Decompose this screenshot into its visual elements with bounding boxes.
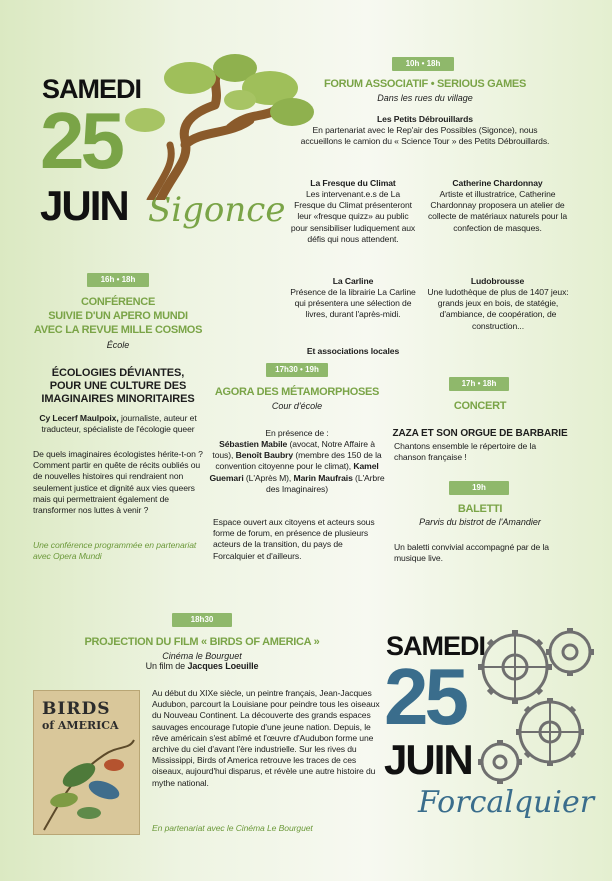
conference-speaker-desc: journaliste, auteur et traducteur, spécialiste de l'écologie queer [41, 413, 197, 435]
conference-partner: Une conférence programmée en partenariat avec Opera Mundi [33, 540, 197, 562]
catherine-title: Catherine Chardonnay [452, 178, 543, 188]
fresque-title: La Fresque du Climat [310, 178, 396, 188]
conference-title2: SUIVIE D'UN APERO MUNDI [48, 310, 188, 322]
agora-p4-desc: (L'Arbre des Imaginaires) [266, 472, 385, 494]
date-top-day: SAMEDI [42, 74, 142, 104]
agora-participants [208, 439, 386, 495]
agora-subtitle: Cour d'école [271, 401, 323, 411]
film-poster-title2: of AMERICA [42, 719, 119, 732]
conference-title3: AVEC LA REVUE MILLE COSMOS [33, 324, 203, 336]
carline-title: La Carline [332, 276, 374, 286]
agora-intro: En présence de : [265, 428, 329, 438]
baletti-time-pill: 19h [449, 481, 509, 495]
forum-assoc: Et associations locales [306, 346, 400, 356]
conference-title1: CONFÉRENCE [80, 296, 155, 308]
conference-heading2: POUR UNE CULTURE DES [49, 380, 187, 392]
film-title: PROJECTION DU FILM « BIRDS OF AMERICA » [84, 636, 320, 648]
gears-illustration [455, 612, 605, 802]
film-director: Jacques Loeuille [187, 661, 259, 671]
forum-petits-text: En partenariat avec le Rep'air des Possibles (Sigonce), nous accueillons le camion du « Science Tour » des Petits Débrouillards. [300, 125, 550, 147]
conference-text: De quels imaginaires écologistes hérite-t-on ? Comment partir en quête de récits oubliés ou de nouvelles histoires qui rendraient non seulement justice et dignité aux vies queers mais qui permettraient également de transformer nos luttes à venir ? [33, 449, 203, 516]
conference-heading3: IMAGINAIRES MINORITAIRES [41, 393, 195, 405]
film-text: Au début du XIXe siècle, un peintre français, Jean-Jacques Audubon, parcourt la Louisiane pour peindre tous les oiseaux du Nouveau Continent. La découverte des grands espaces sauvages encourage l'utopie d'une jeune nation. Depuis, le rêve américain s'est abîmé et l'œuvre d'Audubon forme une archive du ciel d'avant l'ère industrielle. Sur les rives du Mississippi, Birds of America retrouve les traces de ces oiseaux, aujourd'hui disparus, et révèle une autre histoire du mythe national. [152, 688, 380, 788]
film-time-pill: 18h30 [172, 613, 232, 627]
conference-subtitle: École [106, 340, 130, 350]
forum-subtitle: Dans les rues du village [377, 93, 473, 103]
ludo-text: Une ludothèque de plus de 1407 jeux: grands jeux en bois, de statégie, d'ambiance, de coopération, de construction... [427, 287, 569, 331]
conference-heading1: ÉCOLOGIES DÉVIANTES, [51, 367, 185, 379]
fresque-text: Les intervenant.e.s de La Fresque du Climat présenteront leur «fresque quizz» au public pour sensibiliser ludiquement aux défis qui nous attendent. [290, 189, 416, 244]
concert-heading: ZAZA ET SON ORGUE DE BARBARIE [392, 428, 568, 439]
film-by-line [102, 661, 302, 672]
date-top-num: 25 [40, 96, 121, 185]
forum-title: FORUM ASSOCIATIF • SERIOUS GAMES [323, 78, 527, 90]
conference-time-pill: 16h • 18h [87, 273, 149, 287]
agora-p3-desc: (L'Après M), [243, 472, 294, 483]
catherine-text: Artiste et illustratrice, Catherine Chardonnay proposera un atelier de collecte de matériaux naturels pour la confection de masques. [427, 189, 568, 233]
film-poster [33, 690, 140, 835]
agora-title: AGORA DES MÉTAMORPHOSES [214, 386, 380, 398]
conference-speaker-block [30, 413, 206, 435]
date-bottom-num: 25 [384, 652, 465, 741]
forum-time-pill: 10h • 18h [392, 57, 454, 71]
film-poster-title1: BIRDS [42, 699, 111, 719]
conference-speaker: Cy Lecerf Maulpoix, [39, 413, 119, 423]
agora-time-pill: 17h30 • 19h [266, 363, 328, 377]
concert-time-pill: 17h • 18h [449, 377, 509, 391]
date-top-month: JUIN [40, 182, 128, 229]
agora-p1-desc: (avocat, Notre Affaire à tous), [212, 439, 375, 461]
baletti-title: BALETTI [457, 503, 503, 515]
agora-p2-desc: (membre des 150 de la convention citoyenne pour le climat), [215, 450, 382, 472]
agora-p3-name: Kamel Guemari [209, 461, 379, 483]
concert-text: Chantons ensemble le répertoire de la chanson française ! [394, 441, 537, 463]
baletti-text: Un baletti convivial accompagné par de la musique live. [394, 542, 549, 564]
date-top-place: Sigonce [148, 190, 286, 230]
concert-title: CONCERT [453, 400, 507, 412]
carline-text: Présence de la librairie La Carline qui présentera une sélection de livres, durant l'après-midi. [290, 287, 416, 320]
ludo-title: Ludobrousse [470, 276, 525, 286]
date-bottom-place: Forcalquier [418, 785, 595, 820]
agora-p4-name: Marin Maufrais [293, 472, 353, 483]
film-partner: En partenariat avec le Cinéma Le Bourguet [152, 823, 313, 833]
forum-petits-title: Les Petits Débrouillards [377, 114, 473, 124]
agora-text: Espace ouvert aux citoyens et acteurs sous forme de forum, en présence de plusieurs acteurs de la transition, du pays de Forcalquier et d'ailleurs. [213, 517, 375, 561]
baletti-subtitle: Parvis du bistrot de l'Amandier [419, 517, 541, 527]
film-poster-birds [34, 735, 140, 835]
agora-p2-name: Benoît Baubry [235, 450, 294, 461]
date-bottom-month: JUIN [384, 736, 472, 783]
date-bottom-day: SAMEDI [386, 631, 486, 661]
agora-p1-name: Sébastien Mabile [219, 439, 288, 449]
film-venue: Cinéma le Bourguet [162, 651, 242, 661]
film-by: Un film de [145, 661, 188, 671]
